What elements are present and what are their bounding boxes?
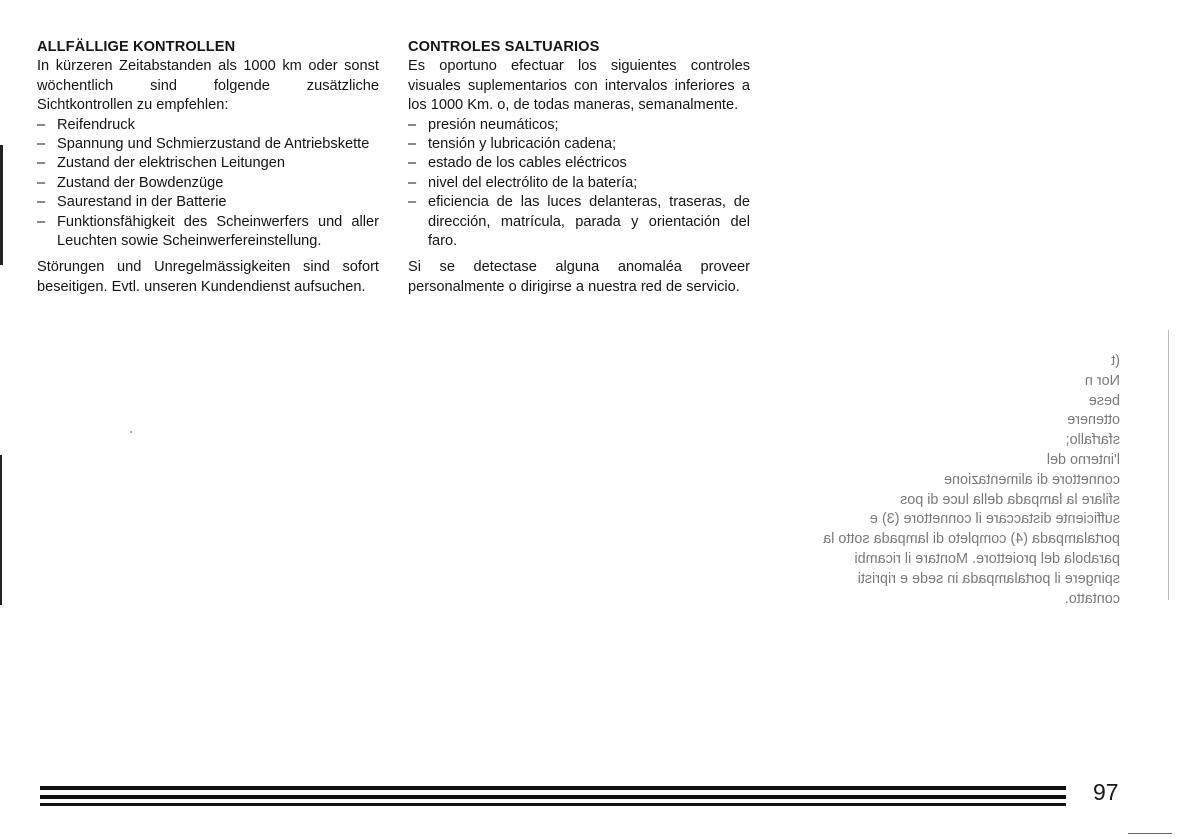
german-column xyxy=(37,38,379,297)
list-item: – presión neumáticos; xyxy=(408,116,750,135)
spanish-closing: Si se detectase alguna anomaléa proveer personalmente o dirigirse a nuestra red de servicio. xyxy=(408,259,750,295)
bleed-line: sfarfallo; xyxy=(1065,432,1120,449)
edge-mark xyxy=(1128,833,1172,834)
edge-mark xyxy=(0,145,3,265)
german-closing: Störungen und Unregelmässigkeiten sind sofort beseitigen. Evtl. unseren Kundendienst aufsuchen. xyxy=(37,259,379,295)
bleed-line: sufficiente distaccare il connettore (3) e xyxy=(869,511,1120,528)
spanish-heading: CONTROLES SALTUARIOS xyxy=(408,39,600,55)
page-number: 97 xyxy=(1093,779,1119,805)
bleed-line: connettore di alimentazione xyxy=(944,471,1120,488)
list-item: – eficiencia de las luces delanteras, traseras, de dirección, matrícula, parada y orientación del faro. xyxy=(408,193,750,251)
german-intro: In kürzeren Zeitabstanden als 1000 km oder sonst wöchentlich sind folgende zusätzliche Sichtkontrollen zu empfehlen: xyxy=(37,58,379,114)
list-item: – nivel del electrólito de la batería; xyxy=(408,174,750,193)
list-item: – tensión y lubricación cadena; xyxy=(408,135,750,154)
bleed-line: Nor n xyxy=(1084,372,1120,389)
edge-mark xyxy=(1168,330,1169,600)
footer-rule-bottom xyxy=(40,795,1066,799)
bleed-line: sfilare la lampada della luce di pos xyxy=(900,491,1120,508)
bleed-line: l'interno del xyxy=(1046,451,1120,468)
bleed-line: spingere il portalampada in sede e ripristi xyxy=(857,570,1120,587)
speck xyxy=(130,431,132,433)
bleed-line: bese xyxy=(1088,392,1120,409)
list-item: – estado de los cables eléctricos xyxy=(408,154,750,173)
list-item: – Spannung und Schmierzustand de Antriebskette xyxy=(37,135,379,154)
bleed-line: portalampada (4) completo di lampada sotto la xyxy=(823,531,1120,548)
bleed-through-text xyxy=(700,352,1120,609)
edge-mark xyxy=(0,455,2,605)
spanish-intro: Es oportuno efectuar los siguientes controles visuales suplementarios con intervalos inferiores a los 1000 Km. o, de todas maneras, semanalmente. xyxy=(408,58,750,114)
list-item: – Zustand der Bowdenzüge xyxy=(37,174,379,193)
footer-rule-top xyxy=(40,786,1066,790)
list-item: – Saurestand in der Batterie xyxy=(37,193,379,212)
german-heading: ALLFÄLLIGE KONTROLLEN xyxy=(37,39,236,55)
footer-rule-thin xyxy=(40,803,1066,806)
list-item: – Funktionsfähigkeit des Scheinwerfers und aller Leuchten sowie Scheinwerfereinstellung. xyxy=(37,213,379,252)
spanish-column xyxy=(408,38,750,297)
list-item: – Reifendruck xyxy=(37,116,379,135)
list-item: – Zustand der elektrischen Leitungen xyxy=(37,154,379,173)
spanish-checklist xyxy=(408,116,750,252)
bleed-line: ottenere xyxy=(1067,412,1120,429)
bleed-line: (t xyxy=(1111,353,1120,369)
bleed-line: contatto. xyxy=(1064,590,1120,607)
german-checklist xyxy=(37,116,379,252)
bleed-line: parabola del proiettore. Montare il ricambi xyxy=(854,550,1120,567)
